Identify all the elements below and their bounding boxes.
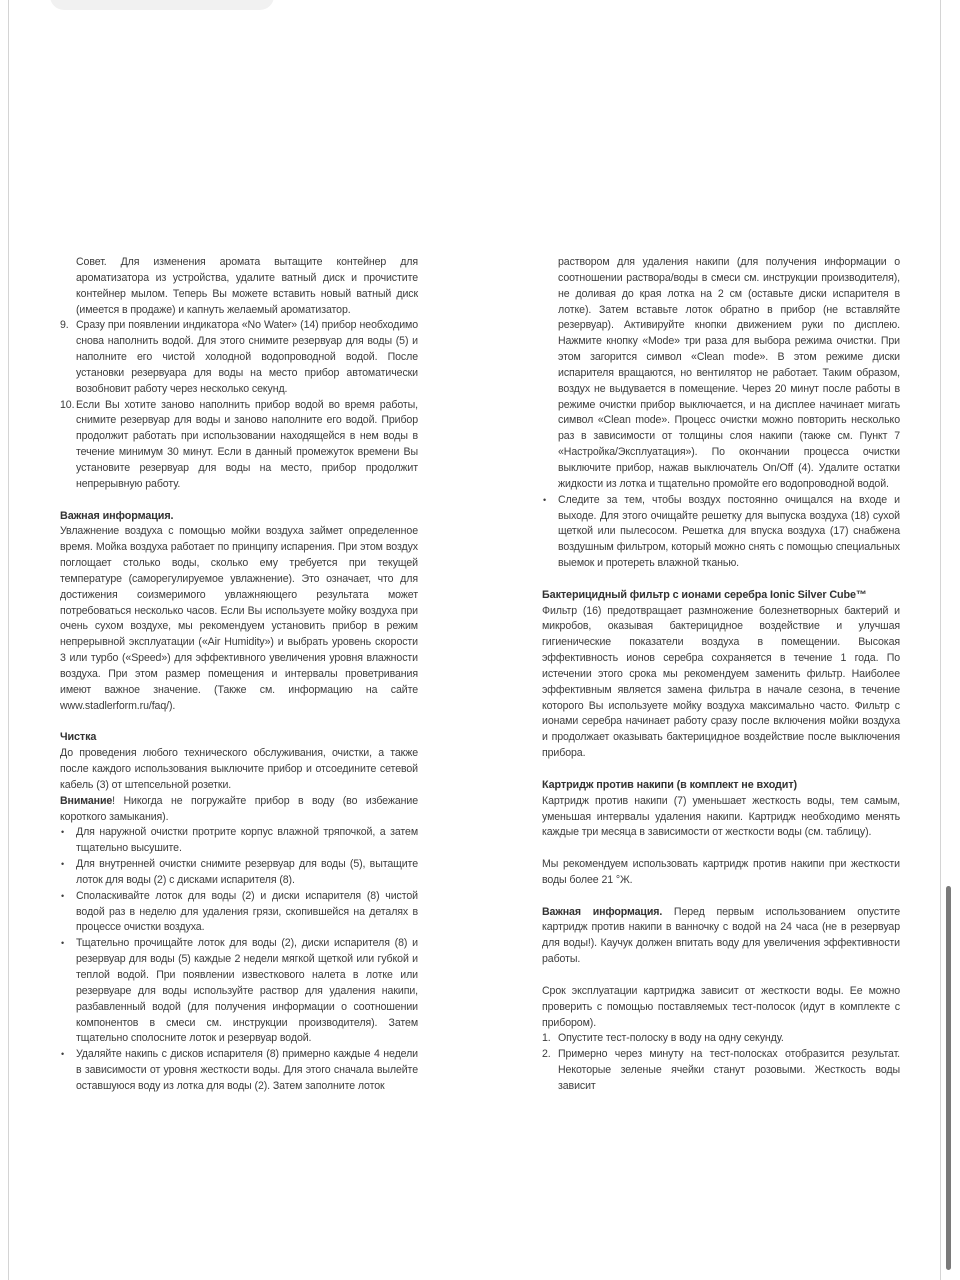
- cleaning-bullet: [60, 1047, 418, 1095]
- step-text: Опустите тест-полоску в воду на одну секунду.: [558, 1032, 784, 1045]
- bullet-marker: •: [61, 1049, 65, 1060]
- bullet-marker: •: [61, 938, 65, 949]
- page-edge-left: [8, 0, 9, 1280]
- tip-paragraph: Совет. Для изменения аромата вытащите контейнер для ароматизатора из устройства, удалите ватный диск и прочистите контейнер мылом. Теперь Вы можете вставить новый ватный диск (имеется в продаже) и капнуть желаемый ароматизатор.: [76, 256, 418, 316]
- important-label: Важная информация.: [542, 905, 663, 918]
- step-9: [60, 318, 418, 397]
- cleaning-intro: До проведения любого технического обслуживания, очистки, а также после каждого использования выключите прибор и отсоедините сетевой кабель (3) от штепсельной розетки.: [60, 747, 418, 791]
- test-step: [542, 1047, 900, 1095]
- step-text: Примерно через минуту на тест-полосках отобразится результат. Некоторые зеленые ячейки станут розовыми. Жесткость воды зависит: [558, 1048, 900, 1092]
- bullet-text: Споласкивайте лоток для воды (2) и диски испарителя (8) чистой водой раз в неделю для удаления грязи, скопившейся на деталях в процессе очистки воздуха.: [76, 889, 418, 934]
- step-number: 1.: [542, 1032, 551, 1045]
- bullet-text: Для наружной очистки протрите корпус влажной тряпочкой, а затем тщательно высушите.: [76, 826, 418, 855]
- warning-text: ! Никогда не погружайте прибор в воду (во избежание короткого замыкания).: [60, 794, 418, 823]
- recommend-paragraph: Мы рекомендуем использовать картридж против накипи при жесткости воды более 21 °Ж.: [542, 858, 900, 886]
- bullet-text: Удаляйте накипь с дисков испарителя (8) примерно каждые 4 недели в зависимости от уровня жесткости воды. Для этого сначала вылейте оставшуюся воду из лотка для воды (2). Затем заполните лоток: [76, 1048, 418, 1092]
- cleaning-bullet: [60, 936, 418, 1047]
- cleaning-heading: Чистка: [60, 731, 97, 744]
- step-text: Сразу при появлении индикатора «No Water» (14) прибор необходимо снова наполнить водой. Для этого снимите резервуар для воды (5) и наполните его чистой холодной водопроводной водой. После установки резервуара для воды на место прибор автоматически возобновит работу через несколько секунд.: [76, 319, 418, 395]
- cleaning-bullet: [60, 857, 418, 889]
- bullet-marker: •: [61, 890, 65, 901]
- lifetime-paragraph: Срок эксплуатации картриджа зависит от жесткости воды. Ее можно проверить с помощью поставляемых тест-полосок (идут в комплекте с прибором).: [542, 984, 900, 1029]
- scrollbar-thumb[interactable]: [946, 886, 951, 1270]
- left-column: [60, 255, 418, 1095]
- air-bullet: [542, 493, 900, 572]
- filter-heading: Бактерицидный фильтр с ионами серебра Ionic Silver Cube™: [542, 588, 867, 601]
- step-number: 10.: [60, 398, 75, 411]
- important-heading: Важная информация.: [60, 509, 174, 522]
- important-paragraph: Увлажнение воздуха с помощью мойки воздуха займет определенное время. Мойка воздуха работает по принципу испарения. При этом воздух поглощает столько воды, сколько ему требуется при текущей температуре (саморегулируемое увлажнение). Это означает, что для достижения соизмеримого увлажняющего результата может потребоваться несколько часов. Если Вы используете мойку воздуха при очень сухом воздухе, мы рекомендуем установить прибор в режим непрерывной эксплуатации («Air Humidity») и выбрать уровень скорости 3 или турбо («Speed») для эффективного увеличения уровня влажности воздуха. При этом размер помещения и интервалы проветривания имеют важное значение. (Также см. информацию на сайте www.stadlerform.ru/faq/).: [60, 525, 418, 712]
- warning-paragraph: [60, 794, 418, 826]
- important-text: Перед первым использованием опустите картридж против накипи в ванночку с водой на 24 часа (не в резервуар для воды!). Каучук должен впитать воду для увеличения эффективности работы.: [542, 905, 900, 966]
- step-number: 9.: [60, 319, 69, 332]
- step-10: [60, 398, 418, 493]
- bullet-text: Для внутренней очистки снимите резервуар для воды (5), вытащите лоток для воды (2) с дисками испарителя (8).: [76, 858, 418, 886]
- important-paragraph: [542, 905, 900, 968]
- filter-paragraph: Фильтр (16) предотвращает размножение болезнетворных бактерий и микробов, оказывая бактерицидное воздействие и улучшая гигиенические показатели воздуха в помещении. Высокая эффективность ионов серебра сохраняется в течение 1 года. По истечении этого срока мы рекомендуем заменить фильтр. Наиболее эффективным является замена фильтра в начале сезона, в течение которого Вы используете мойку воздуха максимально часто. Фильтр с ионами серебра начинает работу сразу после включения мойки воздуха и продолжает оказывать бактерицидное воздействие после выключения прибора.: [542, 604, 900, 760]
- step-number: 2.: [542, 1048, 551, 1061]
- test-step: [542, 1031, 900, 1047]
- bullet-marker: •: [543, 494, 547, 505]
- cartridge-paragraph: Картридж против накипи (7) уменьшает жесткость воды, тем самым, уменьшая интервалы удаления накипи. Картридж необходимо менять каждые три месяца в зависимости от жесткости воды (см. таблицу).: [542, 794, 900, 839]
- bullet-text: Следите за тем, чтобы воздух постоянно очищался на входе и выходе. Для этого очищайте решетку для выпуска воздуха (18) сухой щеткой или пылесосом. Решетка для впуска воздуха (17) снабжена воздушным фильтром, который можно снять с помощью специальных выемок и протереть влажной тканью.: [558, 493, 900, 570]
- cleaning-bullet: [60, 889, 418, 937]
- bullet-marker: •: [61, 827, 65, 838]
- bullet-text: Тщательно прочищайте лоток для воды (2), диски испарителя (8) и резервуар для воды (5) каждые 2 недели мягкой щеткой или губкой и теплой водой. При появлении известкового налета в лотке или резервуаре для воды используйте раствор для удаления накипи, разбавленный водой (для получения информации о соотношении компонентов в смеси см. инструкции производителя). Затем тщательно сполосните лоток и резервуар водой.: [76, 937, 418, 1045]
- browser-top-bar: [50, 0, 274, 10]
- step-text: Если Вы хотите заново наполнить прибор водой во время работы, снимите резервуар для воды и заново наполните его водой. Прибор продолжит работать при использовании находящейся в нем воды в течение минимум 30 минут. Если в данный промежуток времени Вы установите резервуар для воды на место, прибор продолжит непрерывную работу.: [76, 398, 418, 490]
- right-column: [542, 255, 900, 1095]
- continued-paragraph: раствором для удаления накипи (для получения информации о соотношении раствора/воды в смеси см. инструкции производителя), не доливая до края лотка на 2 см (оставьте диски испарителя в лотке). Затем вставьте лоток обратно в прибор (не вставляйте резервуар). Активируйте кнопки движением руки по дисплею. Нажмите кнопку «Mode» три раза для выбора режима очистки. При этом загорится символ «Clean mode». В этом режиме диски испарителя вращаются, но вентилятор не работает. Таким образом, воздух не выдувается в помещение. Через 20 минут после работы в режиме очистки прибор выключается, и на дисплее начинает мигать символ «Clean mode». Процесс очистки можно повторить несколько раз в зависимости от толщины слоя накипи (также см. Пункт 7 «Настройка/Эксплуатация»). По окончании процесса очистки выключите прибор, нажав выключатель On/Off (4). Удалите остатки жидкости из лотка и тщательно промойте его водопроводной водой.: [558, 256, 900, 490]
- cleaning-bullet: [60, 825, 418, 857]
- warning-label: Внимание: [60, 794, 113, 807]
- bullet-marker: •: [61, 859, 65, 870]
- page-edge-right: [940, 0, 941, 1280]
- cartridge-heading: Картридж против накипи (в комплект не входит): [542, 778, 798, 791]
